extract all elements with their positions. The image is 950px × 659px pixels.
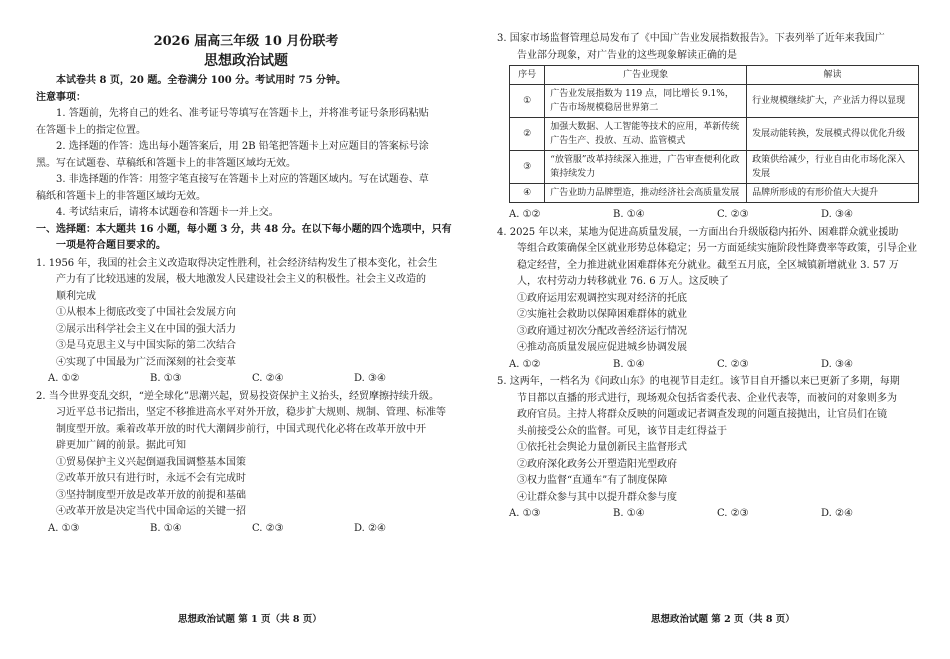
statement-option: ①政府运用宏观调控实现对经济的托底 [517,292,687,304]
statement-option: ①依托社会舆论力量创新民主监督形式 [517,442,687,453]
statement-option: ①从根本上彻底改变了中国社会发展方向 [56,307,236,318]
notice-line: 1. 答题前，先将自己的姓名、准考证号等填写在答题卡上，并将准考证号条形码粘贴 [56,108,429,119]
statement-option: ②改革开放只有进行时，永远不会有完成时 [56,473,246,484]
choice-a: A. ①② [509,358,541,370]
statement-option: ④实现了中国最为广泛而深刻的社会变革 [56,356,236,368]
choice-b: B. ①③ [150,373,182,384]
notice-line: 3. 非选择题的作答：用签字笔直接写在答题卡上对应的答题区域内。写在试题卷、草 [56,174,429,185]
choice-c: C. ②③ [252,522,284,534]
exam-info: 本试卷共 8 页，20 题。全卷满分 100 分。考试用时 75 分钟。 [56,75,347,86]
choice-d: D. ③④ [821,209,853,220]
choice-b: B. ①④ [613,508,645,519]
question-stem: 节目都以直播的形式进行，现场观众包括省委代表、企业代表等，而被问的对象则多为 [517,392,897,404]
table-row [510,151,919,184]
statement-option: ②展示出科学社会主义在中国的强大活力 [56,323,236,335]
question-3 [497,31,925,224]
notice-line: 在答题卡上的指定位置。 [36,124,146,136]
question-stem: 5. 这两年，一档名为《问政山东》的电视节目走红。该节目自开播以来已更新了多期，每期 [497,376,900,387]
question-stem: 稳定经营，全力推进就业困难群体充分就业。截至五月底，全区城镇新增就业 3. 57 万 [517,259,899,271]
answer-choices [497,357,925,374]
table-cell-number: ② [510,118,545,151]
choice-b: B. ①④ [613,358,645,370]
notice-line: 黑。写在试题卷、草稿纸和答题卡上的非答题区域均无效。 [36,157,296,169]
choice-d: D. ②④ [821,508,853,519]
table-cell-number: ③ [510,151,545,184]
page-2-content [497,30,925,524]
answer-choices [497,506,925,523]
statement-option: ④推动高质量发展应促进城乡协调发展 [517,342,687,353]
question-5 [497,374,925,523]
choice-b: B. ①④ [150,522,182,534]
choice-c: C. ②③ [717,508,749,519]
table-header-cell: 广告业现象 [545,66,747,85]
table-cell-interpretation: 发展动能转换，发展模式得以优化升级 [747,118,919,151]
question-stem: 2. 当今世界变乱交织，“逆全球化”思潮兴起，贸易投资保护主义抬头，经贸摩擦持续升级。 [36,390,439,402]
question-2 [36,389,456,538]
exam-title: 2026 届高三年级 10 月份联考 [153,34,339,49]
table-row [510,85,919,118]
statement-option: ③政府通过初次分配改善经济运行情况 [517,325,687,337]
choice-a: A. ①③ [48,522,80,534]
statement-option: ②政府深化政务公开塑造阳光型政府 [517,458,677,470]
page-1-content [36,0,456,538]
table-row [510,184,919,203]
question-stem: 3. 国家市场监督管理总局发布了《中国广告业发展指数报告》。下表列举了近年来我国广 [497,33,885,44]
table-cell-phenomenon: 加强大数据、人工智能等技术的应用，革新传统广告生产、投放、互动、监管模式 [545,118,747,151]
table-cell-interpretation: 政策供给减少，行业自由化市场化深入发展 [747,151,919,184]
phenomena-table [509,65,919,203]
choice-a: A. ①② [509,209,541,220]
question-stem: 辟更加广阔的前景。据此可知 [56,440,186,451]
table-cell-phenomenon: 广告业发展指数为 119 点，同比增长 9.1%，广告市场规模稳居世界第二 [545,85,747,118]
table-cell-number: ④ [510,184,545,203]
answer-choices [36,521,456,538]
question-stem: 告业部分现象，对广告业的这些现象解读正确的是 [517,49,737,61]
choice-b: B. ①④ [613,209,645,220]
question-stem: 4. 2025 年以来，某地为促进高质量发展，一方面出台升级版稳内拓外、困难群众就业援助 [497,226,899,238]
question-1 [36,256,456,388]
table-header-row [510,66,919,85]
choice-a: A. ①② [48,373,80,384]
section-heading-cont: 一项是符合题目要求的。 [56,240,166,251]
statement-option: ①贸易保护主义兴起倒逼我国调整基本国策 [56,456,246,468]
table-cell-phenomenon: 广告业助力品牌塑造，推动经济社会高质量发展 [545,184,747,203]
choice-d: D. ③④ [821,358,853,370]
question-stem: 头前接受公众的监督。可见，该节目走红得益于 [517,425,727,437]
table-cell-interpretation: 行业规模继续扩大，产业活力得以显现 [747,85,919,118]
exam-subject-title: 思想政治试题 [204,53,288,69]
question-stem: 制度型开放。乘着改革开放的时代大潮阔步前行，中国式现代化必将在改革开放中开 [56,423,426,435]
notice-line: 2. 选择题的作答：选出每小题答案后，用 2B 铅笔把答题卡上对应题目的答案标号涂 [56,141,429,152]
answer-choices [497,207,925,224]
choice-d: D. ③④ [354,373,386,384]
question-stem: 人，农村劳动力转移就业 76. 6 万人。这反映了 [517,276,729,287]
statement-option: ④让群众参与其中以提升群众参与度 [517,491,677,503]
page-footer: 思想政治试题 第 1 页（共 8 页） [178,614,322,625]
choice-c: C. ②③ [717,209,749,220]
table-header-cell: 序号 [510,66,545,85]
question-4 [497,225,925,374]
question-stem: 政府官员。主持人将群众反映的问题或记者调查发现的问题直接抛出，让官员们在镜 [517,409,887,420]
exam-page-2 [475,0,950,659]
table-header-cell: 解读 [747,66,919,85]
answer-choices [36,371,456,388]
section-heading: 一、选择题：本大题共 16 小题，每小题 3 分，共 48 分。在以下每小题的四个选项中，只有 [36,223,452,235]
question-stem: 习近平总书记指出，坚定不移推进高水平对外开放，稳步扩大规则、规制、管理、标准等 [56,407,446,418]
question-stem: 1. 1956 年，我国的社会主义改造取得决定性胜利，社会经济结构发生了根本变化，社会生 [36,257,438,269]
choice-a: A. ①③ [509,508,541,519]
notice-line: 稿纸和答题卡上的非答题区域均无效。 [36,190,206,202]
question-stem: 顺利完成 [56,290,96,302]
statement-option: ③权力监督“直通车”有了制度保障 [517,475,668,486]
statement-option: ④改革开放是决定当代中国命运的关键一招 [56,506,246,517]
statement-option: ③坚持制度型开放是改革开放的前提和基础 [56,489,246,501]
table-cell-interpretation: 品牌所形成的有形价值大大提升 [747,184,919,203]
page-footer: 思想政治试题 第 2 页（共 8 页） [651,614,795,625]
statement-option: ③是马克思主义与中国实际的第二次结合 [56,340,236,351]
question-stem: 产力有了比较迅速的发展，极大地激发人民建设社会主义的积极性。社会主义改造的 [56,274,426,285]
statement-option: ②实施社会救助以保障困难群体的就业 [517,309,687,320]
table-cell-phenomenon: “放管服”改革持续深入推进，广告审查便利化政策持续发力 [545,151,747,184]
choice-c: C. ②③ [717,358,749,370]
table-row [510,118,919,151]
notice-heading: 注意事项： [36,91,86,103]
question-stem: 等组合政策确保全区就业形势总体稳定；另一方面延续实施阶段性降费率等政策，引导企业 [517,243,917,254]
choice-c: C. ②④ [252,373,284,384]
choice-d: D. ②④ [354,522,386,534]
notice-line: 4. 考试结束后，请将本试题卷和答题卡一并上交。 [56,207,279,218]
table-cell-number: ① [510,85,545,118]
